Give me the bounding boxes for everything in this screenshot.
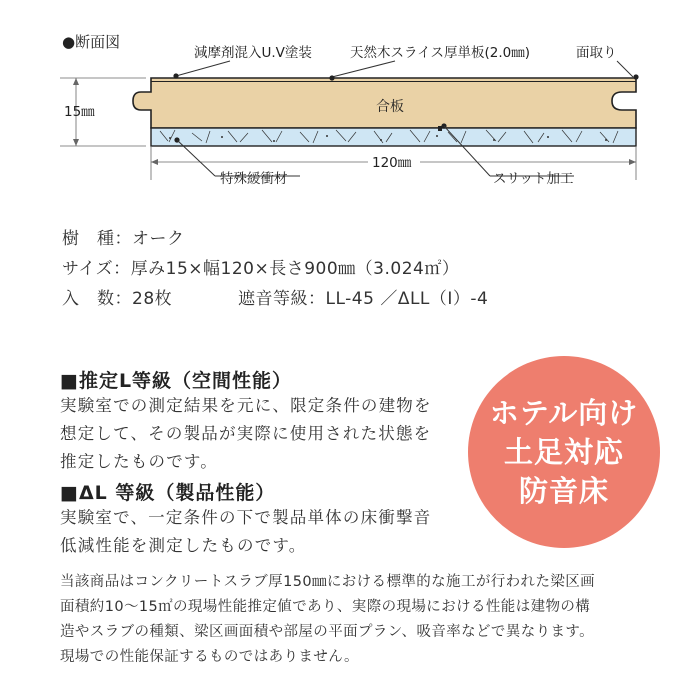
section-title-delta-l: ■ΔL 等級（製品性能） xyxy=(60,482,276,504)
note-line: 当該商品はコンクリートスラブ厚150㎜における標準的な施工が行われた梁区画 xyxy=(60,574,596,590)
section-body-delta-l xyxy=(60,504,431,560)
cushion-layer xyxy=(151,128,636,146)
diagram-heading: ●断面図 xyxy=(62,33,121,51)
spec-key: 樹 種： xyxy=(62,229,132,249)
spec-value: 厚み15×幅120×長さ900㎜（3.024㎡） xyxy=(130,259,460,279)
badge-line: ホテル向け xyxy=(489,395,639,430)
label-thickness: 15㎜ xyxy=(64,104,95,120)
spec-key: サイズ： xyxy=(62,259,131,279)
label-plywood: 合板 xyxy=(376,99,404,115)
section-line: 想定して、その製品が実際に使用された状態を xyxy=(60,424,432,443)
label-chamfer: 面取り xyxy=(576,45,617,61)
disclaimer-note xyxy=(60,570,650,670)
spec-sound-rating xyxy=(238,284,488,309)
section-title-l-grade: ■推定L等級（空間性能） xyxy=(60,370,293,392)
label-width: 120㎜ xyxy=(372,155,412,171)
badge-line: 防音床 xyxy=(518,473,609,508)
note-line: 現場での性能保証するものではありません。 xyxy=(60,649,359,665)
spec-value: 28枚 xyxy=(132,289,173,309)
cross-section-diagram xyxy=(0,0,700,200)
section-line: 推定したものです。 xyxy=(60,452,218,471)
badge-line: 土足対応 xyxy=(503,434,624,469)
spec-key: 入 数： xyxy=(62,289,132,309)
label-slit: スリット加工 xyxy=(493,171,574,187)
note-line: 造やスラブの種類、梁区画面積や部屋の平面プラン、吸音率などで異なります。 xyxy=(60,624,595,640)
spec-extra: 遮音等級：LL-45 ／ΔLL（Ⅰ）-4 xyxy=(238,289,489,309)
section-line: 低減性能を測定したものです。 xyxy=(60,536,307,555)
label-coating: 減摩剤混入U.V塗装 xyxy=(194,45,312,61)
spec-species xyxy=(62,224,185,249)
hotel-badge xyxy=(468,356,660,548)
spec-quantity xyxy=(62,284,172,309)
note-line: 面積約10～15㎡の現場性能推定値であり、実際の現場における性能は建物の構 xyxy=(60,599,591,615)
section-body-l-grade xyxy=(60,392,432,476)
section-line: 実験室での測定結果を元に、限定条件の建物を xyxy=(60,396,432,415)
spec-size xyxy=(62,254,459,279)
label-veneer: 天然木スライス厚単板(2.0㎜) xyxy=(350,45,530,61)
label-cushion: 特殊緩衝材 xyxy=(220,171,288,187)
section-line: 実験室で、一定条件の下で製品単体の床衝撃音 xyxy=(60,508,432,527)
spec-value: オーク xyxy=(132,229,185,249)
